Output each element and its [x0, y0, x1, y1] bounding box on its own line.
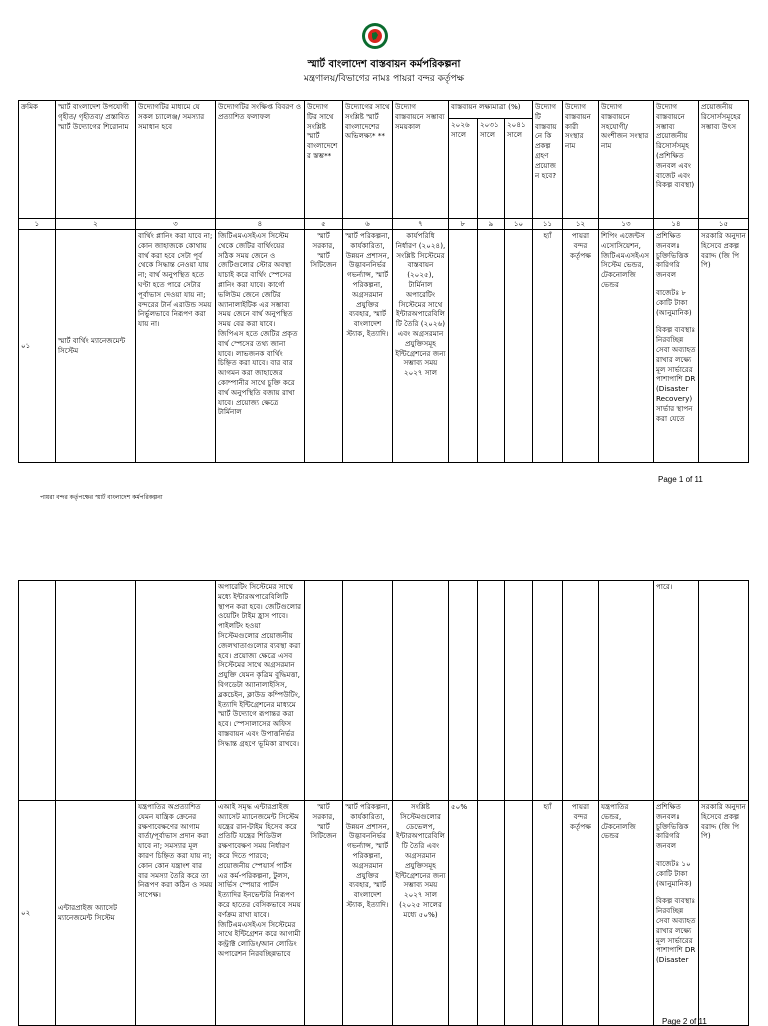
- column-number: ৯: [478, 219, 505, 230]
- row-description: অপারেটিং সিস্টেমের সাথে মধ্যে ইন্টারঅপারেবিলিটি স্থাপন করা হবে। জেটিগুলোর ওয়েটিং টাইম হ্রাস পাবে। পাইলটিং হওয়া সিস্টেমগুলোর প্রয়োজনীয় জেলখাতাগুলোর ব্যবস্থা করা হবে। প্রয়োজ্য ক্ষেত্রে এসব সিস্টেমের সাথে অগ্রসরমান প্রযুক্তি যেমন কৃত্রিম বুদ্ধিমত্তা, বিগডেটা অ্যানালাইসিস, ব্লকচেইন, ক্লাউড কম্পিউটিং, ইত্যাদি ইন্টিগ্রেশনের মাধ্যমে স্মার্ট উদ্যোগে রূপান্তর করা হবে। স্পেসালাসের অফিস বাস্তবায়ন এবং উপাত্তনির্ভর সিদ্ধান্ত গ্রহণে ভূমিকা রাখবে।: [216, 581, 305, 801]
- row-challenges: বার্থিং প্লানিং করা যাবে না; কোন জাহাজকে কোথায় বার্থ করা হবে সেটা পূর্ব থেকে সিদ্ধান্ত নেওয়া যায় না; বার্থ অনুপস্থিত হতে ঘণ্টা হতে পারে সেটার পূর্বাভাস দেওয়া যায় না; বন্দরের টার্ন এরাউন্ড সময় নির্ভুলভাবে নিরূপণ করা যায় না।: [136, 230, 216, 463]
- row-pillar: [305, 581, 343, 801]
- row-mission: স্মার্ট পরিকল্পনা, কার্যকারিতা, উন্নয়ন প্রশাসন, উদ্ভাবননির্ভর গভর্ন্যান্স, স্মার্ট পরিকল্পনা, অগ্রসরমান প্রযুক্তির ব্যবহার, স্মার্ট বাংলাদেশ স্ট্যাক, ইত্যাদি।: [343, 801, 393, 1026]
- row-partners: যন্ত্রপাতির ভেন্ডর, টেকনোলজি ভেন্ডর: [599, 801, 654, 1026]
- row-initiative: [56, 581, 136, 801]
- page-number-label: Page 1 of 11: [658, 475, 703, 484]
- col-header-timeline: উদ্যোগ বাস্তবায়নে সম্ভাব্য সময়কাল: [393, 101, 449, 219]
- row-resources: [654, 230, 699, 463]
- row-source: [699, 581, 749, 801]
- row-description: এআই সমৃদ্ধ এন্টারপ্রাইজ অ্যাসেট ম্যানেজমেন্ট সিস্টেম যন্ত্রের রান-টাইম হিসেব করে প্রতিটি যন্ত্রের শিডিউল রক্ষণাবেক্ষণ সময় নির্ধারণ করে দিতে পারবে; প্রয়োজনীয় স্পেয়ার্স পার্টস এর কর্ম-পরিকল্পনা, টুলস, সার্ভিস স্পেয়ার পার্টস ইত্যাদির ইনভেন্টরি নিরূপণ করে হাতের বেসিকভাবে সময় বর্ণক্রম রাখা যাবে। জিটিএমএসইএস সিস্টেমের সাথে ইন্টিগ্রেশন করে আগামী কন্ট্রাক্ট লোডিং/আন লোডিং অপারেশন নিরবচ্ছিন্নভাবে: [216, 801, 305, 1026]
- row-pillar: স্মার্ট সরকার, স্মার্ট সিটিজেন: [305, 230, 343, 463]
- row-agency: [563, 581, 599, 801]
- resource-manpower: প্রশিক্ষিত জনবলঃ চুক্তিভিত্তিক কারিগরি জনবল: [656, 802, 689, 851]
- col-header-mission: উদ্যোগের সাথে সংশ্লিষ্ট স্মার্ট বাংলাদেশের অভিলক্ষ্য* **: [343, 101, 393, 219]
- row-initiative: এন্টারপ্রাইজ অ্যাসেট ম্যানেজমেন্ট সিস্টেম: [56, 801, 136, 1026]
- row-serial: [19, 581, 56, 801]
- row-partners: শিপিং এজেন্টস এসোসিয়েশন, জিটিএমএসইএস সিস্টেম ভেন্ডর, টেকনোলজি ভেন্ডর: [599, 230, 654, 463]
- page-number-label: Page 2 of 11: [662, 1017, 707, 1026]
- column-number: ১: [19, 219, 56, 230]
- resource-alternative: বিকল্প ব্যবস্থাঃ নিরবচ্ছিন্ন সেবা অব্যাহত রাখার লক্ষ্যে মূল সার্ভারের পাশাপাশি DR (Disaster: [656, 896, 696, 965]
- row-source: সরকারি অনুদান হিসেবে প্রকল্প বরাদ্দ (জি পি পি): [699, 801, 749, 1026]
- resource-budget: বাজেটঃ ১০ কোটি টাকা (আনুমানিক): [656, 858, 692, 888]
- government-seal-icon: [361, 22, 389, 50]
- action-plan-table-page-1: [18, 100, 749, 463]
- col-header-project: উদ্যোগ টি বাস্তবায়নে কি প্রকল্প গ্রহণ প্রয়োজন হবে?: [533, 101, 563, 219]
- col-header-year-2041: ২০৪১ সালে: [505, 119, 533, 219]
- row-target-2031: [478, 801, 505, 1026]
- row-target-2041: [505, 230, 533, 463]
- table-row: [19, 230, 749, 463]
- col-header-resources: উদ্যোগ বাস্তবায়নে সম্ভাব্য প্রয়োজনীয় রিসোর্সসমূহ (প্রশিক্ষিত জনবল এবং বাজেট এবং বিকল্প ব্যবস্থা): [654, 101, 699, 219]
- table-row: [19, 581, 749, 801]
- row-target-2031: [478, 230, 505, 463]
- column-number: ১৫: [699, 219, 749, 230]
- resource-continued: পারে।: [656, 582, 673, 591]
- col-header-description: উদ্যোগটির সংক্ষিপ্ত বিবরণ ও প্রত্যাশিত ফলাফল: [216, 101, 305, 219]
- row-timeline: [393, 581, 449, 801]
- row-partners: [599, 581, 654, 801]
- column-number: ১৩: [599, 219, 654, 230]
- row-challenges: [136, 581, 216, 801]
- row-target-2031: [478, 581, 505, 801]
- row-description: জিটিএমএসইএস সিস্টেম থেকে জেটির বার্থিংয়ের সঠিক সময় জেনে ও জেটিগুলোর স্টোর অবস্থা যাচাই করে বার্থিং স্পেসের প্লানিং করা যাবে। কার্গো ভলিউম জেনে জেটির অ্যানালাইটিক এর সম্ভাব্য সময় জেনে বার্থ অনুপস্থিত সময় বের করা যাবে। জিপিএস হতে জেটির প্রকৃত বার্থ স্পেসের তথ্য জানা যাবে। লাভজনক বার্থিং চিহ্নিত করা যাবে। বার বার আগমন করা জাহাজের কোম্পানীর সাথে চুক্তি করে বার্থ অনুপস্থিতি বজায় রাখা যাবে। প্রয়োজ্য ক্ষেত্রে টার্মিনাল: [216, 230, 305, 463]
- col-header-pillar: উদ্যোগ টির সাথে সংশ্লিষ্ট স্মার্ট বাংলাদেশের স্তম্ভ**: [305, 101, 343, 219]
- row-target-2026: [449, 581, 478, 801]
- row-agency: পায়রা বন্দর কর্তৃপক্ষ: [563, 801, 599, 1026]
- column-number: ১৪: [654, 219, 699, 230]
- col-header-challenges: উদ্যোগটির মাধ্যমে যে সকল চ্যালেঞ্জ/ সমস্যার সমাধান হবে: [136, 101, 216, 219]
- col-header-year-2026: ২০২৬ সালে: [449, 119, 478, 219]
- row-serial: ০১: [19, 230, 56, 463]
- row-timeline: কার্যপরিধি নির্ধারণ (২০২৪), সংশ্লিষ্ট সিস্টেমের বাস্তবায়ন (২০২৫), টার্মিনাল অপারেটিং সিস্টেমের সাথে ইন্টারঅপারেবিলিটি তৈরি (২০২৬) এবং অগ্রসরমান প্রযুক্তিসমূহ ইন্টিগ্রেশনের জন্য সম্ভাব্য সময় ২০২৭ সাল: [393, 230, 449, 463]
- col-header-year-2031: ২০৩১ সালে: [478, 119, 505, 219]
- column-number: ৭: [393, 219, 449, 230]
- row-serial: ০২: [19, 801, 56, 1026]
- row-resources: [654, 801, 699, 1026]
- row-project-required: [533, 581, 563, 801]
- page-title: স্মার্ট বাংলাদেশ বাস্তবায়ন কর্মপরিকল্পনা: [307, 59, 461, 70]
- column-number: ৮: [449, 219, 478, 230]
- row-target-2026: ৫০%: [449, 801, 478, 1026]
- col-header-initiative: স্মার্ট বাংলাদেশ উপযোগী গৃহীত/ গৃহীতব্য/ প্রস্তাবিত স্মার্ট উদ্যোগের শিরোনাম: [56, 101, 136, 219]
- col-header-target: বাস্তবায়ন লক্ষ্যমাত্রা (%): [449, 101, 533, 119]
- col-header-serial: ক্রমিক: [19, 101, 56, 219]
- row-pillar: স্মার্ট সরকার, স্মার্ট সিটিজেন: [305, 801, 343, 1026]
- col-header-partners: উদ্যোগ বাস্তবায়নে সহযোগী/ অংশীজন সংস্থার নাম: [599, 101, 654, 219]
- col-header-source: প্রয়োজনীয় রিসোর্সসমূহের সম্ভাব্য উৎস: [699, 101, 749, 219]
- row-target-2041: [505, 581, 533, 801]
- column-number: ৬: [343, 219, 393, 230]
- row-timeline: সংশ্লিষ্ট সিস্টেমগুলোর ডেভেলপ, ইন্টারঅপারেবিলিটি তৈরি এবং অগ্রসরমান প্রযুক্তিসমূহ ইন্টিগ্রেশনের জন্য সম্ভাব্য সময় ২০২৭ সাল (২০২৫ সালের মধ্যে ৫০%): [393, 801, 449, 1026]
- column-number: ২: [56, 219, 136, 230]
- ministry-subtitle: মন্ত্রণালয়/বিভাগের নামঃ পায়রা বন্দর কর্তৃপক্ষ: [303, 74, 465, 84]
- row-agency: পায়রা বন্দর কর্তৃপক্ষ: [563, 230, 599, 463]
- resource-budget: বাজেটঃ ৮ কোটি টাকা (আনুমানিক): [656, 287, 692, 317]
- row-project-required: হ্যাঁ: [533, 230, 563, 463]
- action-plan-table-page-2: [18, 580, 749, 1026]
- row-mission: স্মার্ট পরিকল্পনা, কার্যকারিতা, উন্নয়ন প্রশাসন, উদ্ভাবননির্ভর গভর্ন্যান্স, স্মার্ট পরিকল্পনা, অগ্রসরমান প্রযুক্তির ব্যবহার, স্মার্ট বাংলাদেশ স্ট্যাক, ইত্যাদি।: [343, 230, 393, 463]
- column-number-row: [19, 219, 749, 230]
- resource-alternative: বিকল্প ব্যবস্থাঃ নিরবচ্ছিন্ন সেবা অব্যাহত রাখার লক্ষ্যে মূল সার্ভারের পাশাপাশি DR (Disaster Recovery) সার্ভার স্থাপন করা যেতে: [656, 325, 696, 423]
- row-project-required: হ্যাঁ: [533, 801, 563, 1026]
- row-target-2041: [505, 801, 533, 1026]
- column-number: ৫: [305, 219, 343, 230]
- column-number: ১১: [533, 219, 563, 230]
- page-footer: পায়রা বন্দর কর্তৃপক্ষের স্মার্ট বাংলাদেশ কর্মপরিকল্পনা: [40, 494, 163, 501]
- resource-manpower: প্রশিক্ষিত জনবলঃ চুক্তিভিত্তিক কারিগরি জনবল: [656, 231, 689, 280]
- column-number: ৪: [216, 219, 305, 230]
- col-header-agency: উদ্যোগ বাস্তবায়নকারী সংস্থার নাম: [563, 101, 599, 219]
- table-row: [19, 801, 749, 1026]
- column-number: ১২: [563, 219, 599, 230]
- row-resources: [654, 581, 699, 801]
- column-number: ৩: [136, 219, 216, 230]
- column-number: ১০: [505, 219, 533, 230]
- row-source: সরকারি অনুদান হিসেবে প্রকল্প বরাদ্দ (জি পি পি): [699, 230, 749, 463]
- row-target-2026: [449, 230, 478, 463]
- row-challenges: যন্ত্রপাতির অপ্রত্যাশিত যেমন যান্ত্রিক ক্রেনের রক্ষণাবেক্ষণের আগাম বার্তা/পূর্বাভাস প্রদান করা যাবে না; সমস্যার মূল কারণ চিহ্নিত করা যায় না; কোন কোন যন্ত্রাংশ বার বার সমস্যা তৈরি করে তা নিরূপণ করা কঠিন ও সময় সাপেক্ষ।: [136, 801, 216, 1026]
- row-initiative: স্মার্ট বার্থিং ম্যানেজমেন্ট সিস্টেম: [56, 230, 136, 463]
- row-mission: [343, 581, 393, 801]
